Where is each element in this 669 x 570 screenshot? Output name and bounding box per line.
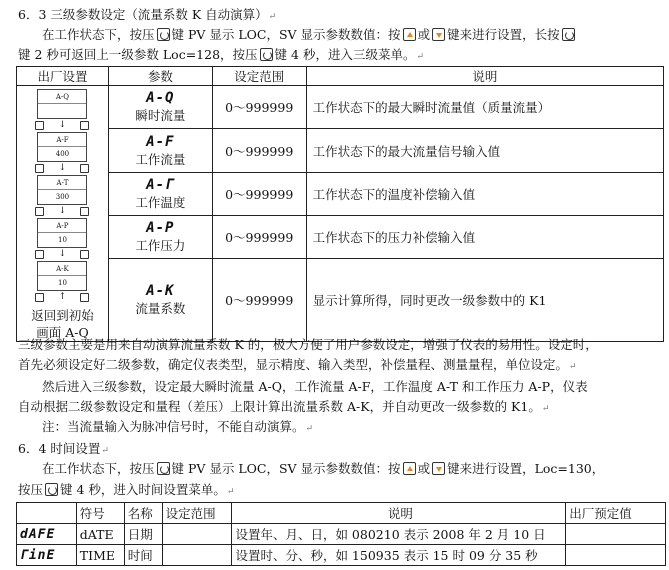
symbol-cell: TIME bbox=[76, 545, 124, 566]
down-key-icon bbox=[432, 28, 445, 41]
header-name: 名称 bbox=[124, 503, 162, 524]
table-header-row bbox=[17, 503, 666, 524]
set-key-icon bbox=[260, 48, 273, 61]
range-cell: 0～999999 bbox=[212, 259, 306, 342]
table-row bbox=[17, 129, 664, 172]
table-row bbox=[17, 86, 664, 129]
param-cell bbox=[108, 172, 212, 215]
table-row bbox=[17, 259, 664, 342]
section-6-3-para-line1: 在工作状态下，按压 键 PV 显示 LOC，SV 显示参数数值：按 或 键来进行设置，长按 bbox=[42, 26, 577, 44]
return-label-1: 返回到初始 bbox=[31, 308, 94, 323]
param-code: A-P bbox=[146, 220, 175, 237]
desc-cell: 工作状态下的最大流量信号输入值 bbox=[306, 129, 663, 172]
header-factory: 出厂设置 bbox=[17, 67, 109, 86]
param-code: A-F bbox=[146, 133, 175, 150]
key-icon bbox=[35, 164, 44, 173]
param-name: 流量系数 bbox=[135, 301, 186, 317]
display-panel: A-Q bbox=[37, 89, 87, 119]
seg-cell: ΓinE bbox=[17, 545, 77, 566]
desc-cell: 工作状态下的最大瞬时流量值（质量流量） bbox=[306, 86, 663, 129]
range-cell: 0～999999 bbox=[212, 172, 306, 215]
key-icon bbox=[80, 207, 89, 216]
header-seg bbox=[17, 503, 77, 524]
table-row bbox=[17, 216, 664, 259]
set-key-icon bbox=[562, 28, 575, 41]
key-icon bbox=[35, 293, 44, 302]
header-desc: 说明 bbox=[306, 67, 663, 86]
section-6-4-para-line1: 在工作状态下，按压 键 PV 显示 LOC，SV 显示参数数值：按 或 键来进行设置，Loc=130， bbox=[42, 461, 605, 476]
header-default: 出厂预定值 bbox=[566, 503, 666, 524]
table-row bbox=[17, 172, 664, 215]
param-name: 工作流量 bbox=[135, 151, 186, 167]
display-panel: A-K 10 bbox=[37, 261, 87, 291]
range-cell: 0～999999 bbox=[212, 86, 306, 129]
set-key-icon bbox=[45, 483, 58, 496]
desc-cell: 设置年、月、日，如 080210 表示 2008 年 2 月 10 日 bbox=[232, 524, 566, 545]
set-key-icon bbox=[157, 28, 170, 41]
display-panel: A-P 10 bbox=[37, 218, 87, 248]
para2-line2: 自动根据二级参数设定和量程（差压）上限计算出流量系数 A-K，并自动更改一级参数的 K1。↵ bbox=[18, 399, 550, 414]
range-cell bbox=[162, 545, 232, 566]
key-icon bbox=[80, 164, 89, 173]
seg-cell: dAFE bbox=[17, 524, 77, 545]
default-cell bbox=[566, 545, 666, 566]
key-icon bbox=[35, 250, 44, 259]
up-key-icon bbox=[403, 28, 416, 41]
key-icon bbox=[80, 121, 89, 130]
down-key-icon bbox=[432, 462, 445, 475]
header-desc: 说明 bbox=[232, 503, 566, 524]
param-name: 工作压力 bbox=[135, 238, 186, 254]
display-panel: A-T 300 bbox=[37, 175, 87, 205]
para1-line2: 首先必须设定好二级参数，确定仪表类型，显示精度、输入类型，补偿量程、测量量程，单位设定。↵ bbox=[18, 357, 577, 372]
header-range: 设定范围 bbox=[212, 67, 306, 86]
note: 注：当流量输入为脉冲信号时，不能自动演算。↵ bbox=[42, 419, 314, 434]
up-key-icon bbox=[403, 462, 416, 475]
desc-cell: 显示计算所得，同时更改一级参数中的 K1 bbox=[306, 259, 663, 342]
param-name: 瞬时流量 bbox=[135, 108, 186, 124]
param-code: A-K bbox=[146, 283, 175, 300]
range-cell: 0～999999 bbox=[212, 216, 306, 259]
para1-line1: 三级参数主要是用来自动演算流量系数 K 的，极大方便了用户参数设定，增强了仪表的易用性。设定时， bbox=[18, 337, 598, 352]
key-icon bbox=[35, 121, 44, 130]
param-cell bbox=[108, 259, 212, 342]
symbol-cell: dATE bbox=[76, 524, 124, 545]
param-code: A-Γ bbox=[146, 176, 175, 193]
key-icon bbox=[80, 250, 89, 259]
range-cell bbox=[162, 524, 232, 545]
header-range: 设定范围 bbox=[162, 503, 232, 524]
range-cell: 0～999999 bbox=[212, 129, 306, 172]
param-code: A-Q bbox=[146, 90, 175, 107]
param-cell bbox=[108, 216, 212, 259]
section-6-4-heading: 6．4 时间设置↵ bbox=[18, 441, 109, 456]
param-name: 工作温度 bbox=[135, 194, 186, 210]
desc-cell: 工作状态下的压力补偿输入值 bbox=[306, 216, 663, 259]
desc-cell: 设置时、分、秒，如 150935 表示 15 时 09 分 35 秒 bbox=[232, 545, 566, 566]
section-6-4-para-line2: 按压 键 4 秒，进入时间设置菜单。↵ bbox=[18, 482, 235, 497]
display-panel: A-F 400 bbox=[37, 132, 87, 162]
name-cell: 日期 bbox=[124, 524, 162, 545]
name-cell: 时间 bbox=[124, 545, 162, 566]
table-header-row bbox=[17, 67, 664, 86]
table-row bbox=[17, 524, 666, 545]
level3-parameter-table bbox=[16, 66, 664, 342]
section-6-3-heading: 6．3 三级参数设定（流量系数 K 自动演算）↵ bbox=[18, 7, 277, 22]
default-cell bbox=[566, 524, 666, 545]
section-6-3-para-line2: 键 2 秒可返回上一级参数 Loc=128，按压 键 4 秒，进入三级菜单。↵ bbox=[18, 47, 424, 62]
para2-line1: 然后进入三级参数，设定最大瞬时流量 A-Q，工作流量 A-F，工作温度 A-T 和工作压力 A-P，仪表 bbox=[42, 379, 588, 394]
key-icon bbox=[80, 293, 89, 302]
param-cell bbox=[108, 86, 212, 129]
factory-panel-column: A-Q ↓ A-F 400 ↓ A-T 300 ↓ A-P 10 ↓ A-K 10 ↑ 返回到初始 画面 A-Q bbox=[17, 86, 109, 342]
time-setting-table bbox=[16, 502, 666, 566]
param-cell bbox=[108, 129, 212, 172]
set-key-icon bbox=[157, 462, 170, 475]
table-row bbox=[17, 545, 666, 566]
header-symbol: 符号 bbox=[76, 503, 124, 524]
key-icon bbox=[35, 207, 44, 216]
return-label-2: 画面 A-Q bbox=[36, 325, 89, 340]
desc-cell: 工作状态下的温度补偿输入值 bbox=[306, 172, 663, 215]
header-param: 参数 bbox=[108, 67, 212, 86]
